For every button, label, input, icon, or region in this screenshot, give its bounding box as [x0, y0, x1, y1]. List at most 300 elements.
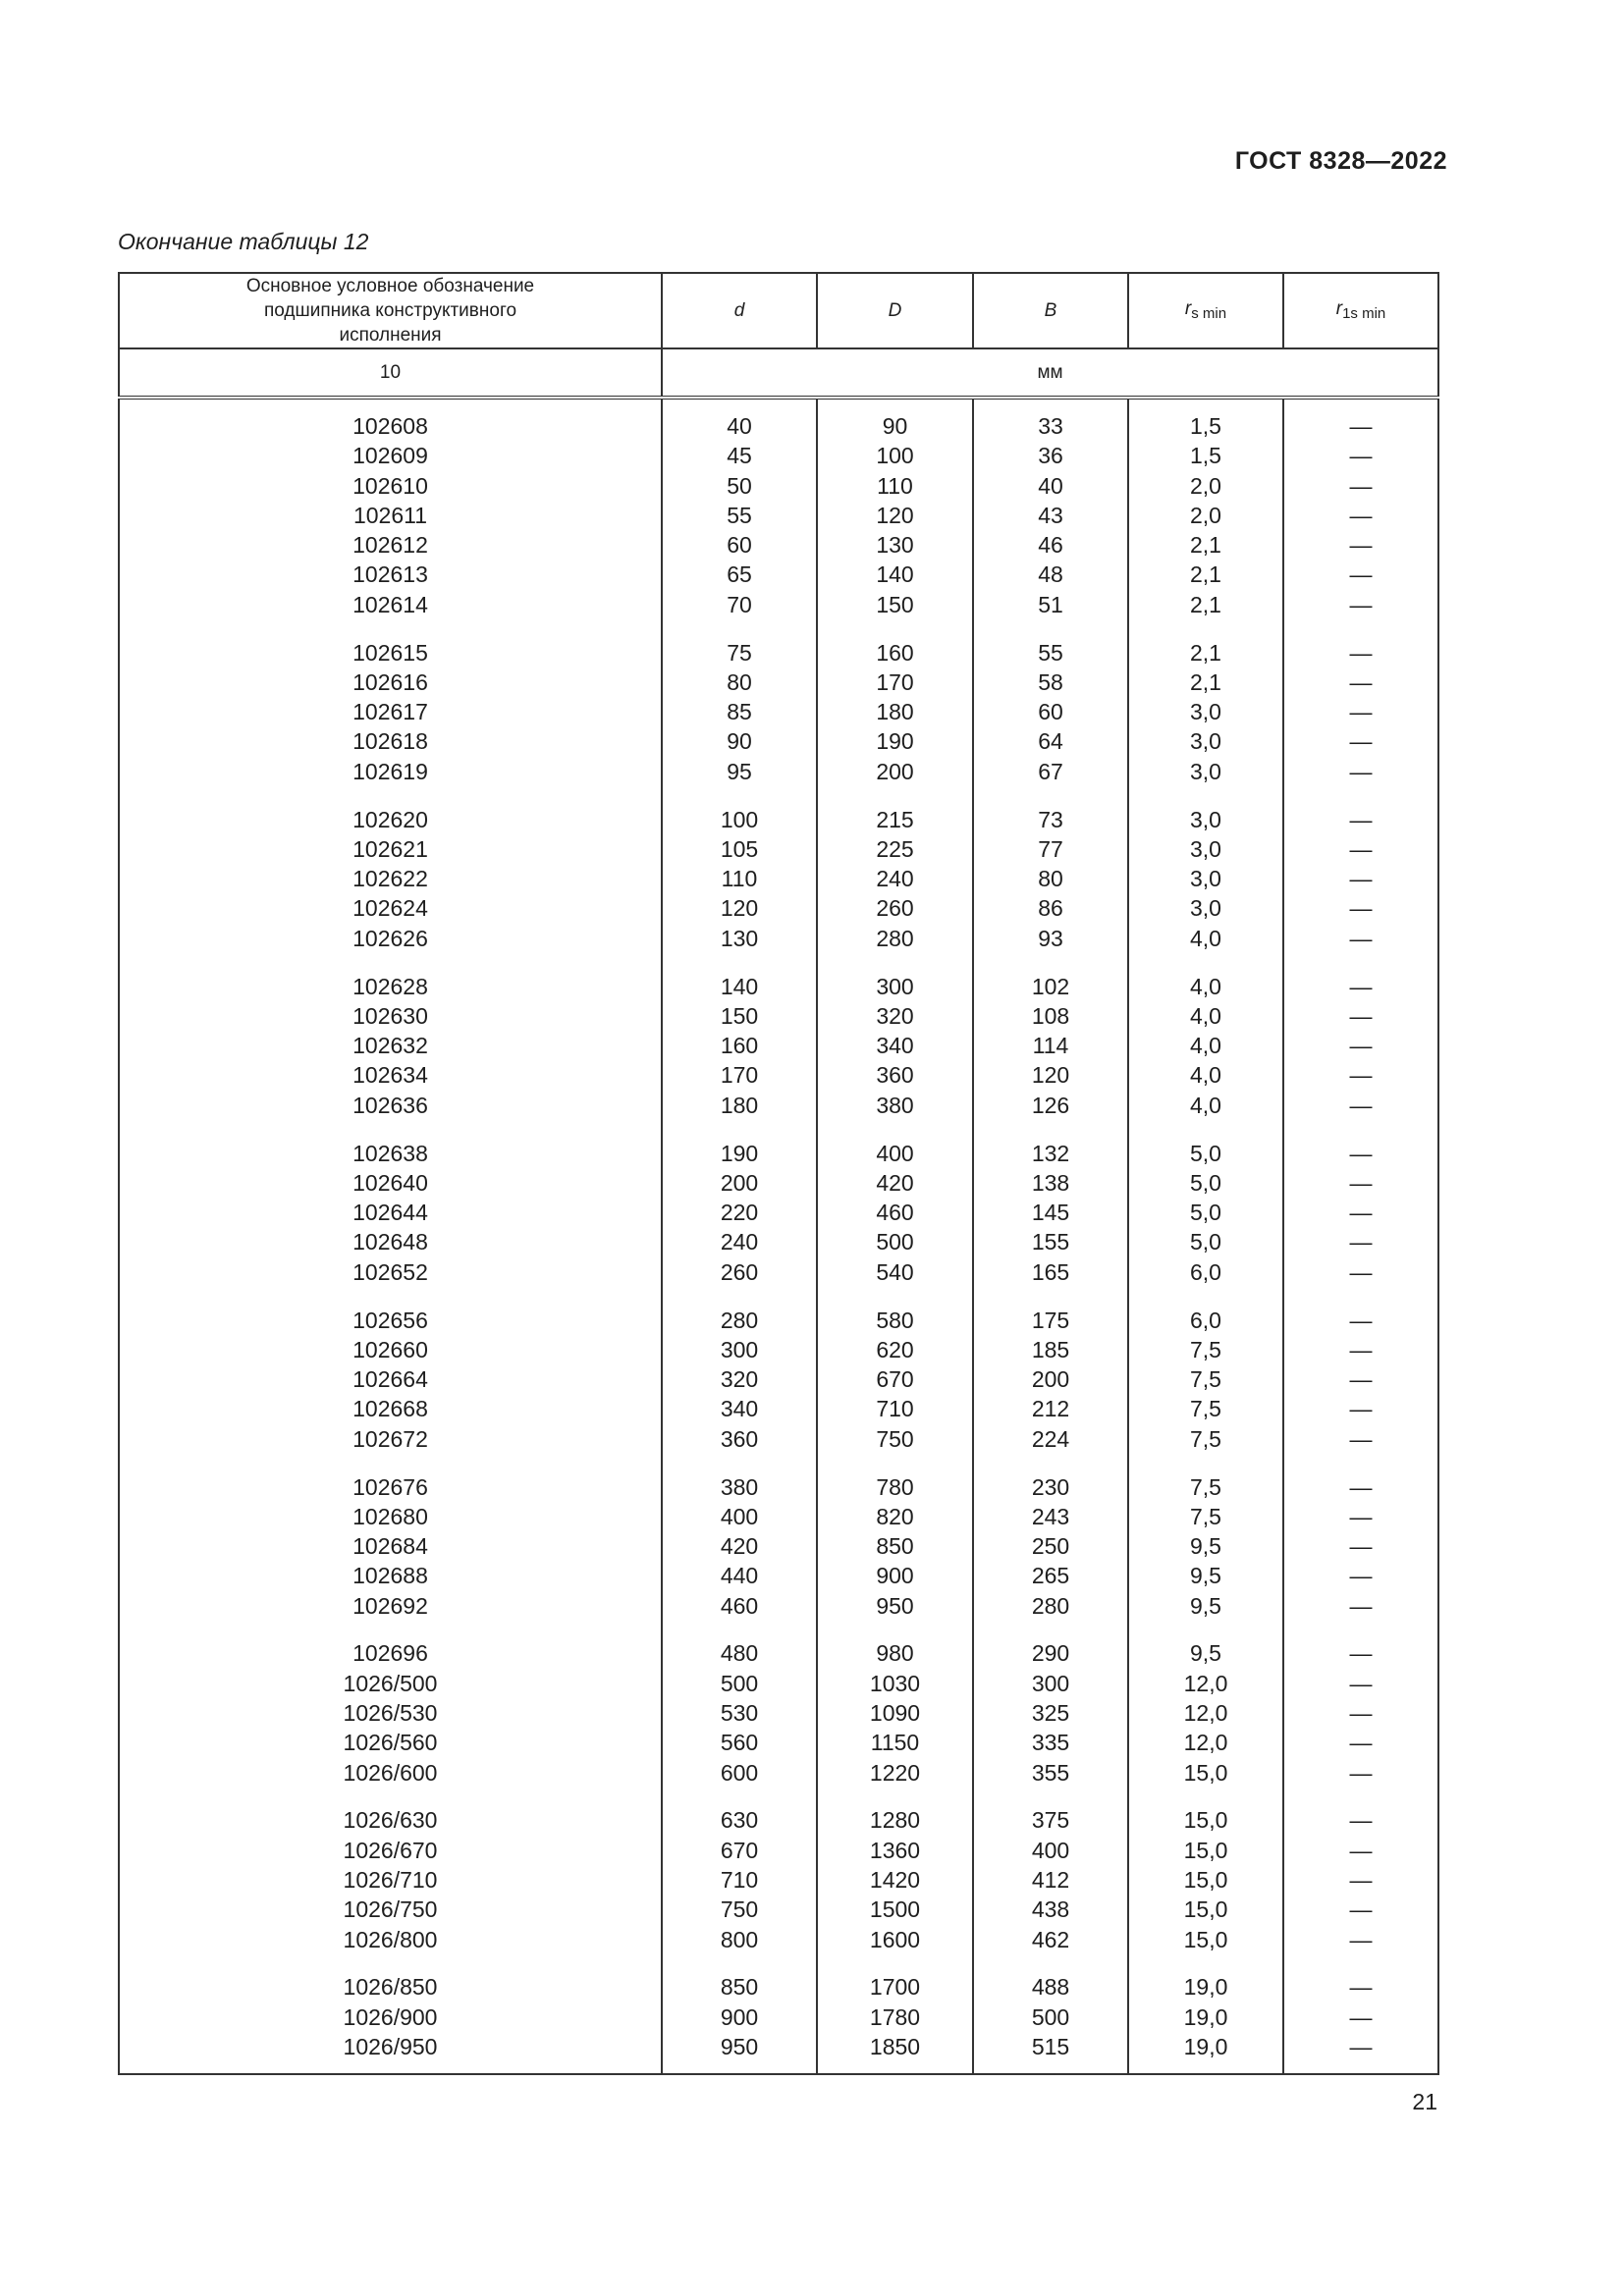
cell-designation: 1026/800	[119, 1925, 662, 1954]
cell-r1s-min: —	[1283, 1257, 1438, 1287]
cell-rs-min: 5,0	[1128, 1227, 1283, 1256]
cell-B: 132	[973, 1139, 1128, 1168]
cell-rs-min: 7,5	[1128, 1335, 1283, 1364]
table-row	[119, 1031, 1438, 1060]
cell-designation: 102652	[119, 1257, 662, 1287]
spacer-cell	[817, 619, 973, 638]
table-row	[119, 667, 1438, 697]
spacer-cell	[973, 1120, 1128, 1139]
cell-D: 260	[817, 893, 973, 923]
cell-B: 500	[973, 2002, 1128, 2032]
cell-d: 140	[662, 972, 817, 1001]
spacer-cell	[1128, 953, 1283, 972]
cell-rs-min: 3,0	[1128, 893, 1283, 923]
table-row	[119, 1728, 1438, 1757]
cell-d: 420	[662, 1531, 817, 1561]
cell-d: 460	[662, 1591, 817, 1621]
spacer-cell	[817, 1954, 973, 1973]
table-row	[119, 1001, 1438, 1031]
spacer-cell	[1283, 1454, 1438, 1472]
cell-rs-min: 3,0	[1128, 757, 1283, 786]
cell-rs-min: 19,0	[1128, 1972, 1283, 2002]
spacer-cell	[119, 1454, 662, 1472]
cell-r1s-min: —	[1283, 1591, 1438, 1621]
spacer-row	[119, 1788, 1438, 1806]
cell-rs-min: 9,5	[1128, 1591, 1283, 1621]
cell-B: 325	[973, 1698, 1128, 1728]
units-cell-mm: мм	[662, 348, 1438, 398]
cell-designation: 102608	[119, 411, 662, 441]
table-row	[119, 893, 1438, 923]
cell-B: 280	[973, 1591, 1128, 1621]
spacer-row	[119, 953, 1438, 972]
table-row	[119, 1139, 1438, 1168]
cell-rs-min: 7,5	[1128, 1424, 1283, 1454]
cell-B: 200	[973, 1364, 1128, 1394]
cell-B: 400	[973, 1836, 1128, 1865]
cell-B: 40	[973, 471, 1128, 501]
spacer-cell	[1128, 1287, 1283, 1306]
spacer-cell	[662, 398, 817, 411]
cell-designation: 102621	[119, 834, 662, 864]
cell-B: 212	[973, 1394, 1128, 1423]
cell-D: 1420	[817, 1865, 973, 1895]
spacer-cell	[817, 1621, 973, 1639]
cell-d: 65	[662, 560, 817, 589]
cell-d: 105	[662, 834, 817, 864]
column-header-r1s-min: $r_{1s min}$	[1283, 273, 1438, 348]
cell-B: 230	[973, 1472, 1128, 1502]
cell-B: 290	[973, 1638, 1128, 1668]
cell-designation: 102609	[119, 441, 662, 470]
cell-D: 400	[817, 1139, 973, 1168]
cell-D: 190	[817, 726, 973, 756]
cell-B: 224	[973, 1424, 1128, 1454]
spacer-cell	[1128, 1788, 1283, 1806]
cell-rs-min: 4,0	[1128, 972, 1283, 1001]
table-row	[119, 1865, 1438, 1895]
cell-D: 850	[817, 1531, 973, 1561]
cell-designation: 1026/750	[119, 1895, 662, 1924]
cell-rs-min: 4,0	[1128, 924, 1283, 953]
cell-D: 200	[817, 757, 973, 786]
cell-r1s-min: —	[1283, 1060, 1438, 1090]
cell-designation: 102640	[119, 1168, 662, 1198]
table-row	[119, 1168, 1438, 1198]
cell-designation: 1026/530	[119, 1698, 662, 1728]
cell-B: 108	[973, 1001, 1128, 1031]
cell-B: 73	[973, 805, 1128, 834]
table-row	[119, 1306, 1438, 1335]
spacer-cell	[119, 1120, 662, 1139]
cell-r1s-min: —	[1283, 726, 1438, 756]
cell-designation: 102611	[119, 501, 662, 530]
cell-B: 250	[973, 1531, 1128, 1561]
cell-rs-min: 2,1	[1128, 530, 1283, 560]
cell-r1s-min: —	[1283, 1472, 1438, 1502]
cell-designation: 102628	[119, 972, 662, 1001]
cell-B: 126	[973, 1091, 1128, 1120]
bearing-dimensions-table	[118, 272, 1439, 2075]
cell-r1s-min: —	[1283, 1031, 1438, 1060]
table-header-row	[119, 273, 1438, 348]
cell-rs-min: 4,0	[1128, 1091, 1283, 1120]
cell-r1s-min: —	[1283, 1227, 1438, 1256]
cell-r1s-min: —	[1283, 1091, 1438, 1120]
cell-r1s-min: —	[1283, 1865, 1438, 1895]
table-row	[119, 1925, 1438, 1954]
cell-designation: 102614	[119, 590, 662, 619]
cell-designation: 102680	[119, 1502, 662, 1531]
spacer-cell	[1128, 2061, 1283, 2074]
cell-d: 480	[662, 1638, 817, 1668]
cell-d: 120	[662, 893, 817, 923]
cell-D: 540	[817, 1257, 973, 1287]
cell-B: 185	[973, 1335, 1128, 1364]
cell-d: 340	[662, 1394, 817, 1423]
column-header-rs-min: $r_{s min}$	[1128, 273, 1283, 348]
cell-B: 155	[973, 1227, 1128, 1256]
table-row	[119, 1836, 1438, 1865]
spacer-cell	[1128, 1120, 1283, 1139]
column-header-d: d	[662, 273, 817, 348]
cell-D: 140	[817, 560, 973, 589]
cell-B: 300	[973, 1669, 1128, 1698]
spacer-cell	[817, 1788, 973, 1806]
cell-B: 102	[973, 972, 1128, 1001]
spacer-cell	[1283, 1287, 1438, 1306]
cell-rs-min: 19,0	[1128, 2002, 1283, 2032]
spacer-cell	[1283, 398, 1438, 411]
spacer-cell	[119, 1788, 662, 1806]
cell-designation: 102676	[119, 1472, 662, 1502]
cell-D: 780	[817, 1472, 973, 1502]
cell-designation: 102684	[119, 1531, 662, 1561]
table-row	[119, 1472, 1438, 1502]
cell-r1s-min: —	[1283, 1758, 1438, 1788]
cell-d: 240	[662, 1227, 817, 1256]
cell-D: 750	[817, 1424, 973, 1454]
table-row	[119, 1669, 1438, 1698]
page-number: 21	[1412, 2089, 1437, 2114]
cell-d: 170	[662, 1060, 817, 1090]
cell-designation: 1026/500	[119, 1669, 662, 1698]
cell-rs-min: 15,0	[1128, 1895, 1283, 1924]
cell-d: 200	[662, 1168, 817, 1198]
cell-rs-min: 15,0	[1128, 1805, 1283, 1835]
spacer-row	[119, 619, 1438, 638]
cell-D: 580	[817, 1306, 973, 1335]
table-row	[119, 1394, 1438, 1423]
cell-rs-min: 5,0	[1128, 1198, 1283, 1227]
cell-d: 85	[662, 697, 817, 726]
cell-B: 67	[973, 757, 1128, 786]
spacer-row	[119, 2061, 1438, 2074]
cell-r1s-min: —	[1283, 471, 1438, 501]
cell-r1s-min: —	[1283, 972, 1438, 1001]
cell-d: 500	[662, 1669, 817, 1698]
cell-r1s-min: —	[1283, 667, 1438, 697]
cell-r1s-min: —	[1283, 805, 1438, 834]
table-row	[119, 1591, 1438, 1621]
spacer-cell	[1283, 1788, 1438, 1806]
cell-d: 750	[662, 1895, 817, 1924]
spacer-cell	[662, 2061, 817, 2074]
spacer-cell	[1128, 398, 1283, 411]
cell-rs-min: 9,5	[1128, 1561, 1283, 1590]
cell-designation: 102615	[119, 638, 662, 667]
cell-rs-min: 2,1	[1128, 590, 1283, 619]
spacer-cell	[1283, 1621, 1438, 1639]
cell-D: 1360	[817, 1836, 973, 1865]
cell-r1s-min: —	[1283, 1925, 1438, 1954]
table-row	[119, 1895, 1438, 1924]
cell-rs-min: 2,0	[1128, 501, 1283, 530]
cell-D: 1500	[817, 1895, 973, 1924]
cell-D: 130	[817, 530, 973, 560]
spacer-cell	[1283, 786, 1438, 805]
cell-rs-min: 1,5	[1128, 411, 1283, 441]
cell-d: 80	[662, 667, 817, 697]
cell-rs-min: 4,0	[1128, 1001, 1283, 1031]
cell-designation: 102620	[119, 805, 662, 834]
cell-r1s-min: —	[1283, 411, 1438, 441]
spacer-cell	[662, 619, 817, 638]
cell-d: 600	[662, 1758, 817, 1788]
cell-r1s-min: —	[1283, 1168, 1438, 1198]
table-row	[119, 1257, 1438, 1287]
cell-rs-min: 7,5	[1128, 1502, 1283, 1531]
units-row	[119, 348, 1438, 398]
cell-D: 710	[817, 1394, 973, 1423]
cell-D: 500	[817, 1227, 973, 1256]
spacer-cell	[119, 953, 662, 972]
cell-B: 138	[973, 1168, 1128, 1198]
spacer-cell	[119, 786, 662, 805]
cell-D: 160	[817, 638, 973, 667]
cell-d: 110	[662, 864, 817, 893]
cell-r1s-min: —	[1283, 2002, 1438, 2032]
spacer-cell	[1128, 1954, 1283, 1973]
cell-B: 412	[973, 1865, 1128, 1895]
spacer-cell	[662, 953, 817, 972]
cell-designation: 102664	[119, 1364, 662, 1394]
cell-r1s-min: —	[1283, 441, 1438, 470]
cell-rs-min: 6,0	[1128, 1257, 1283, 1287]
spacer-row	[119, 1454, 1438, 1472]
spacer-cell	[973, 398, 1128, 411]
cell-r1s-min: —	[1283, 501, 1438, 530]
cell-r1s-min: —	[1283, 697, 1438, 726]
cell-rs-min: 4,0	[1128, 1031, 1283, 1060]
table-row	[119, 560, 1438, 589]
cell-rs-min: 3,0	[1128, 805, 1283, 834]
cell-r1s-min: —	[1283, 834, 1438, 864]
cell-d: 150	[662, 1001, 817, 1031]
cell-designation: 102622	[119, 864, 662, 893]
spacer-cell	[817, 398, 973, 411]
spacer-row	[119, 1287, 1438, 1306]
cell-D: 90	[817, 411, 973, 441]
cell-rs-min: 7,5	[1128, 1364, 1283, 1394]
cell-D: 240	[817, 864, 973, 893]
cell-d: 710	[662, 1865, 817, 1895]
table-body	[119, 398, 1438, 2074]
cell-B: 355	[973, 1758, 1128, 1788]
cell-B: 58	[973, 667, 1128, 697]
spacer-cell	[662, 1621, 817, 1639]
spacer-cell	[1128, 786, 1283, 805]
cell-d: 180	[662, 1091, 817, 1120]
cell-designation: 102617	[119, 697, 662, 726]
cell-D: 180	[817, 697, 973, 726]
cell-d: 300	[662, 1335, 817, 1364]
cell-D: 950	[817, 1591, 973, 1621]
units-cell-designation: 10	[119, 348, 662, 398]
spacer-cell	[817, 953, 973, 972]
cell-rs-min: 15,0	[1128, 1865, 1283, 1895]
cell-D: 1600	[817, 1925, 973, 1954]
cell-rs-min: 19,0	[1128, 2032, 1283, 2061]
spacer-cell	[662, 1954, 817, 1973]
cell-r1s-min: —	[1283, 1895, 1438, 1924]
table-row	[119, 501, 1438, 530]
table-row	[119, 471, 1438, 501]
cell-r1s-min: —	[1283, 1001, 1438, 1031]
cell-B: 243	[973, 1502, 1128, 1531]
cell-rs-min: 3,0	[1128, 726, 1283, 756]
cell-d: 950	[662, 2032, 817, 2061]
cell-D: 380	[817, 1091, 973, 1120]
spacer-cell	[662, 1120, 817, 1139]
spacer-cell	[662, 786, 817, 805]
cell-designation: 102648	[119, 1227, 662, 1256]
cell-d: 670	[662, 1836, 817, 1865]
table-row	[119, 864, 1438, 893]
cell-D: 360	[817, 1060, 973, 1090]
cell-rs-min: 2,1	[1128, 667, 1283, 697]
table-row	[119, 805, 1438, 834]
cell-rs-min: 6,0	[1128, 1306, 1283, 1335]
cell-D: 1030	[817, 1669, 973, 1698]
cell-r1s-min: —	[1283, 1805, 1438, 1835]
cell-designation: 1026/630	[119, 1805, 662, 1835]
cell-B: 488	[973, 1972, 1128, 2002]
spacer-cell	[817, 2061, 973, 2074]
cell-r1s-min: —	[1283, 530, 1438, 560]
cell-d: 100	[662, 805, 817, 834]
cell-B: 93	[973, 924, 1128, 953]
cell-r1s-min: —	[1283, 1139, 1438, 1168]
cell-B: 335	[973, 1728, 1128, 1757]
cell-designation: 102624	[119, 893, 662, 923]
table-row	[119, 441, 1438, 470]
spacer-cell	[973, 1621, 1128, 1639]
cell-D: 420	[817, 1168, 973, 1198]
cell-designation: 1026/560	[119, 1728, 662, 1757]
cell-designation: 102632	[119, 1031, 662, 1060]
spacer-cell	[1283, 1120, 1438, 1139]
cell-rs-min: 15,0	[1128, 1925, 1283, 1954]
cell-designation: 1026/710	[119, 1865, 662, 1895]
cell-r1s-min: —	[1283, 1698, 1438, 1728]
cell-r1s-min: —	[1283, 1836, 1438, 1865]
table-row	[119, 1805, 1438, 1835]
spacer-row	[119, 1120, 1438, 1139]
table-row	[119, 1424, 1438, 1454]
cell-D: 215	[817, 805, 973, 834]
cell-designation: 102688	[119, 1561, 662, 1590]
spacer-cell	[973, 2061, 1128, 2074]
cell-D: 820	[817, 1502, 973, 1531]
cell-d: 630	[662, 1805, 817, 1835]
table-row	[119, 1561, 1438, 1590]
cell-rs-min: 2,0	[1128, 471, 1283, 501]
cell-B: 120	[973, 1060, 1128, 1090]
cell-d: 160	[662, 1031, 817, 1060]
table-row	[119, 638, 1438, 667]
cell-r1s-min: —	[1283, 924, 1438, 953]
table-row	[119, 1060, 1438, 1090]
cell-B: 60	[973, 697, 1128, 726]
cell-designation: 1026/900	[119, 2002, 662, 2032]
cell-rs-min: 7,5	[1128, 1472, 1283, 1502]
table-row	[119, 2032, 1438, 2061]
document-code: ГОСТ 8328—2022	[1234, 147, 1447, 175]
cell-d: 130	[662, 924, 817, 953]
cell-rs-min: 3,0	[1128, 697, 1283, 726]
cell-rs-min: 12,0	[1128, 1698, 1283, 1728]
cell-B: 375	[973, 1805, 1128, 1835]
cell-r1s-min: —	[1283, 560, 1438, 589]
cell-d: 440	[662, 1561, 817, 1590]
table-row	[119, 1698, 1438, 1728]
cell-designation: 1026/600	[119, 1758, 662, 1788]
cell-B: 51	[973, 590, 1128, 619]
cell-D: 300	[817, 972, 973, 1001]
spacer-cell	[817, 1454, 973, 1472]
cell-B: 145	[973, 1198, 1128, 1227]
table-row	[119, 726, 1438, 756]
cell-r1s-min: —	[1283, 1669, 1438, 1698]
table-caption: Окончание таблицы 12	[118, 229, 369, 254]
cell-d: 530	[662, 1698, 817, 1728]
spacer-cell	[1128, 619, 1283, 638]
table-row	[119, 834, 1438, 864]
cell-designation: 102616	[119, 667, 662, 697]
cell-d: 40	[662, 411, 817, 441]
table-row	[119, 924, 1438, 953]
cell-B: 114	[973, 1031, 1128, 1060]
cell-d: 50	[662, 471, 817, 501]
cell-r1s-min: —	[1283, 638, 1438, 667]
cell-rs-min: 4,0	[1128, 1060, 1283, 1090]
cell-designation: 102692	[119, 1591, 662, 1621]
cell-d: 850	[662, 1972, 817, 2002]
cell-r1s-min: —	[1283, 1424, 1438, 1454]
cell-B: 86	[973, 893, 1128, 923]
cell-r1s-min: —	[1283, 893, 1438, 923]
cell-rs-min: 3,0	[1128, 834, 1283, 864]
cell-rs-min: 7,5	[1128, 1394, 1283, 1423]
cell-designation: 102634	[119, 1060, 662, 1090]
spacer-cell	[662, 1287, 817, 1306]
cell-D: 1150	[817, 1728, 973, 1757]
cell-r1s-min: —	[1283, 1638, 1438, 1668]
cell-rs-min: 3,0	[1128, 864, 1283, 893]
cell-rs-min: 9,5	[1128, 1638, 1283, 1668]
cell-rs-min: 12,0	[1128, 1728, 1283, 1757]
